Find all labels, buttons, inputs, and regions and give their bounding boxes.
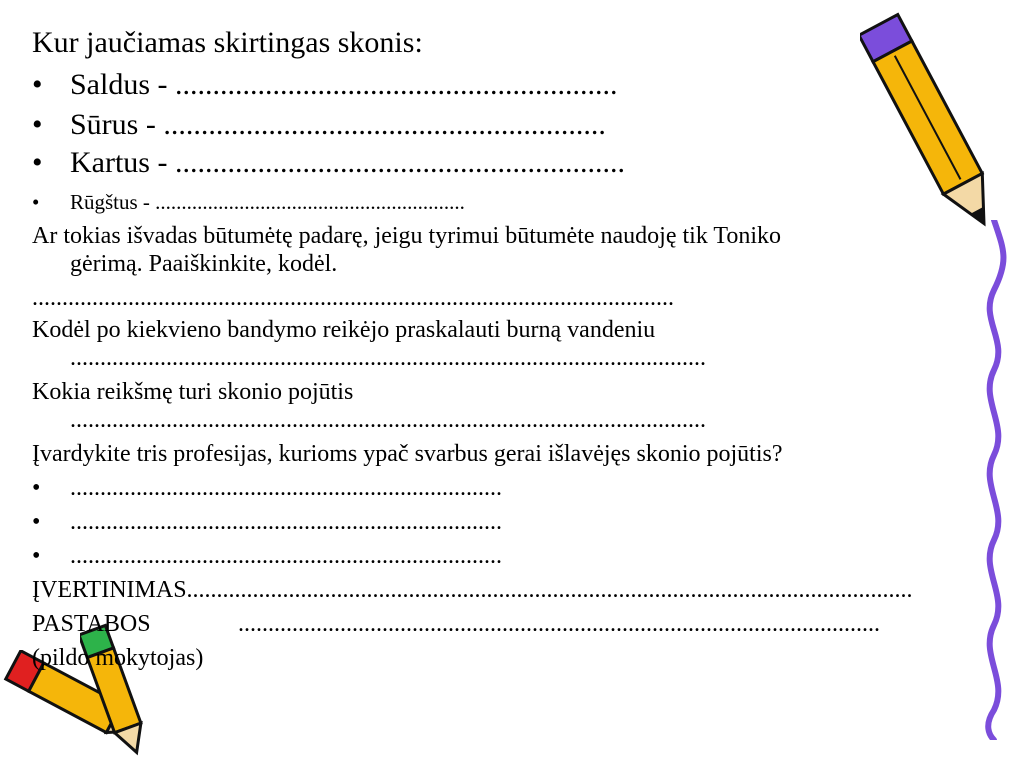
heading: Kur jaučiamas skirtingas skonis: <box>32 26 423 59</box>
bullet: • <box>32 146 43 179</box>
list-item-saldus <box>32 68 618 101</box>
list-item-text: Sūrus - ........................................................... <box>70 108 606 141</box>
question-tonic-cont: gėrimą. Paaiškinkite, kodėl. <box>70 251 338 277</box>
bullet: • <box>32 475 41 501</box>
question-meaning: Kokia reikšmę turi skonio pojūtis <box>32 379 354 405</box>
question-rinse: Kodėl po kiekvieno bandymo reikėjo praskalauti burną vandeniu <box>32 317 656 343</box>
pencil-icon <box>860 2 1000 242</box>
list-item-text: Saldus - ........................................................... <box>70 68 618 101</box>
list-item-surus <box>32 108 606 141</box>
notes-line: ........................................................................................................... <box>238 612 880 636</box>
bullet: • <box>32 68 43 101</box>
bullet: • <box>32 509 41 535</box>
bullet: • <box>32 543 41 569</box>
list-item-text: Kartus - ............................................................ <box>70 146 625 179</box>
notes-label: PASTABOS <box>32 611 151 637</box>
list-item-text: ........................................................................ <box>70 510 502 534</box>
list-item-text: ........................................................................ <box>70 476 502 500</box>
answer-line: ........................................................................................................... <box>32 286 674 310</box>
list-item-kartus <box>32 146 625 179</box>
pencil-icon <box>80 620 150 760</box>
list-item <box>32 509 502 535</box>
bullet: • <box>32 108 43 141</box>
bullet: • <box>32 190 40 214</box>
list-item <box>32 543 502 569</box>
list-item-text: Rūgštus - ........................................................... <box>70 190 465 214</box>
list-item-rugstus <box>32 190 465 214</box>
list-item <box>32 475 502 501</box>
evaluation-line: ĮVERTINIMAS......................................................................................................................... <box>32 578 913 602</box>
notes-sub: (pildo mokytojas) <box>32 645 204 671</box>
answer-line: .......................................................................................................... <box>70 346 706 370</box>
squiggle-line <box>964 220 1024 740</box>
question-professions: Įvardykite tris profesijas, kurioms ypač svarbus gerai išlavėjęs skonio pojūtis? <box>32 441 783 467</box>
answer-line: .......................................................................................................... <box>70 408 706 432</box>
list-item-text: ........................................................................ <box>70 544 502 568</box>
question-tonic: Ar tokias išvadas būtumėtę padarę, jeigu tyrimui būtumėte naudoję tik Toniko <box>32 223 782 249</box>
